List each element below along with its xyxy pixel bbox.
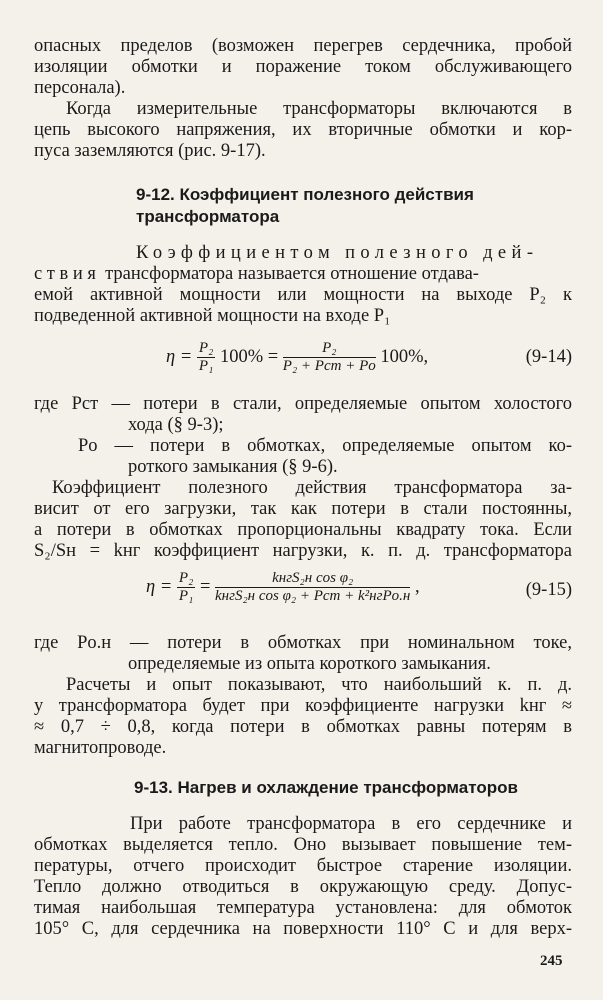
text-line: Pо — потери в обмотках, определяемые опытом ко- bbox=[78, 436, 572, 456]
text-line: подведенной активной мощности на входе P₁ bbox=[34, 306, 391, 326]
equation-number: (9-15) bbox=[525, 580, 572, 600]
eq-fraction bbox=[283, 340, 376, 375]
text-line: определяемые из опыта короткого замыкания. bbox=[128, 654, 491, 674]
text-line: S₂/Sн = kнг коэффициент нагрузки, к. п. д. трансформатора bbox=[34, 541, 572, 561]
text-line: висит от его загрузки, так как потери в стали постоянны, bbox=[34, 499, 572, 519]
eq-fraction bbox=[215, 570, 410, 605]
text-line: Тепло должно отводиться в окружающую среду. Допус- bbox=[34, 877, 572, 897]
eq-numerator: P₂ bbox=[198, 340, 214, 356]
eq-text: , bbox=[414, 576, 420, 597]
text-line: ≈ 0,7 ÷ 0,8, когда потери в обмотках равны потерям в bbox=[34, 717, 572, 737]
text-line: обмотках выделяется тепло. Оно вызывает повышение тем- bbox=[34, 835, 572, 855]
text-line: При работе трансформатора в его сердечнике и bbox=[130, 814, 572, 834]
equation-9-14 bbox=[166, 340, 428, 375]
defined-term: Коэффициентом полезного дей- bbox=[136, 243, 539, 263]
text-line: у трансформатора будет при коэффициенте нагрузки kнг ≈ bbox=[34, 696, 572, 716]
text-line bbox=[34, 264, 572, 285]
text-line: Когда измерительные трансформаторы включаются в bbox=[66, 99, 572, 119]
text-line: Коэффициент полезного действия трансформатора за- bbox=[52, 478, 572, 498]
defined-term: ствия bbox=[34, 264, 101, 284]
text-line: изоляции обмотки и поражение током обслуживающего bbox=[34, 57, 572, 77]
text-line: персонала). bbox=[34, 78, 126, 98]
text-line: опасных пределов (возможен перегрев сердечника, пробой bbox=[34, 36, 572, 56]
page-number: 245 bbox=[540, 953, 563, 969]
eq-text: 100% = bbox=[219, 346, 279, 367]
eq-numerator: P₂ bbox=[283, 340, 376, 358]
eq-numerator: kнгS₂н cos φ₂ bbox=[215, 570, 410, 588]
text-line: емой активной мощности или мощности на выходе P₂ к bbox=[34, 285, 572, 305]
eq-text: = bbox=[199, 576, 211, 597]
text-line: где Pст — потери в стали, определяемые опытом холостого bbox=[34, 394, 572, 414]
text-line: 105° C, для сердечника на поверхности 110° C и для верх- bbox=[34, 919, 572, 939]
text-line: Расчеты и опыт показывают, что наибольший к. п. д. bbox=[66, 675, 572, 695]
eq-denominator: P₁ bbox=[198, 358, 214, 374]
text-line: пературы, отчего происходит быстрое старение изоляции. bbox=[34, 856, 572, 876]
equation-number: (9-14) bbox=[525, 347, 572, 367]
eq-lhs: η = bbox=[146, 576, 173, 597]
text-line: хода (§ 9-3); bbox=[128, 415, 224, 435]
eq-denominator: P₂ + Pст + Pо bbox=[282, 358, 376, 374]
eq-denominator: P₁ bbox=[178, 588, 194, 604]
text-line: роткого замыкания (§ 9-6). bbox=[128, 457, 338, 477]
text-line: пуса заземляются (рис. 9-17). bbox=[34, 141, 266, 161]
eq-numerator: P₂ bbox=[178, 570, 194, 586]
equation-9-15 bbox=[146, 570, 420, 605]
text-line: а потери в обмотках пропорциональны квадрату тока. Если bbox=[34, 520, 572, 540]
eq-lhs: η = bbox=[166, 346, 193, 367]
section-heading: 9-12. Коэффициент полезного действия bbox=[136, 185, 474, 204]
eq-fraction bbox=[177, 570, 195, 605]
eq-text: 100%, bbox=[380, 346, 429, 367]
section-heading: 9-13. Нагрев и охлаждение трансформаторов bbox=[134, 778, 518, 797]
text-span: трансформатора называется отношение отдава- bbox=[105, 264, 479, 284]
text-line: цепь высокого напряжения, их вторичные обмотки и кор- bbox=[34, 120, 572, 140]
section-heading: трансформатора bbox=[136, 207, 280, 226]
eq-denominator: kнгS₂н cos φ₂ + Pст + k²нгPо.н bbox=[215, 588, 411, 604]
text-line: тимая наибольшая температура установлена: для обмоток bbox=[34, 898, 572, 918]
text-line: где Pо.н — потери в обмотках при номинальном токе, bbox=[34, 633, 572, 653]
text-line: магнитопроводе. bbox=[34, 738, 167, 758]
eq-fraction bbox=[197, 340, 215, 375]
